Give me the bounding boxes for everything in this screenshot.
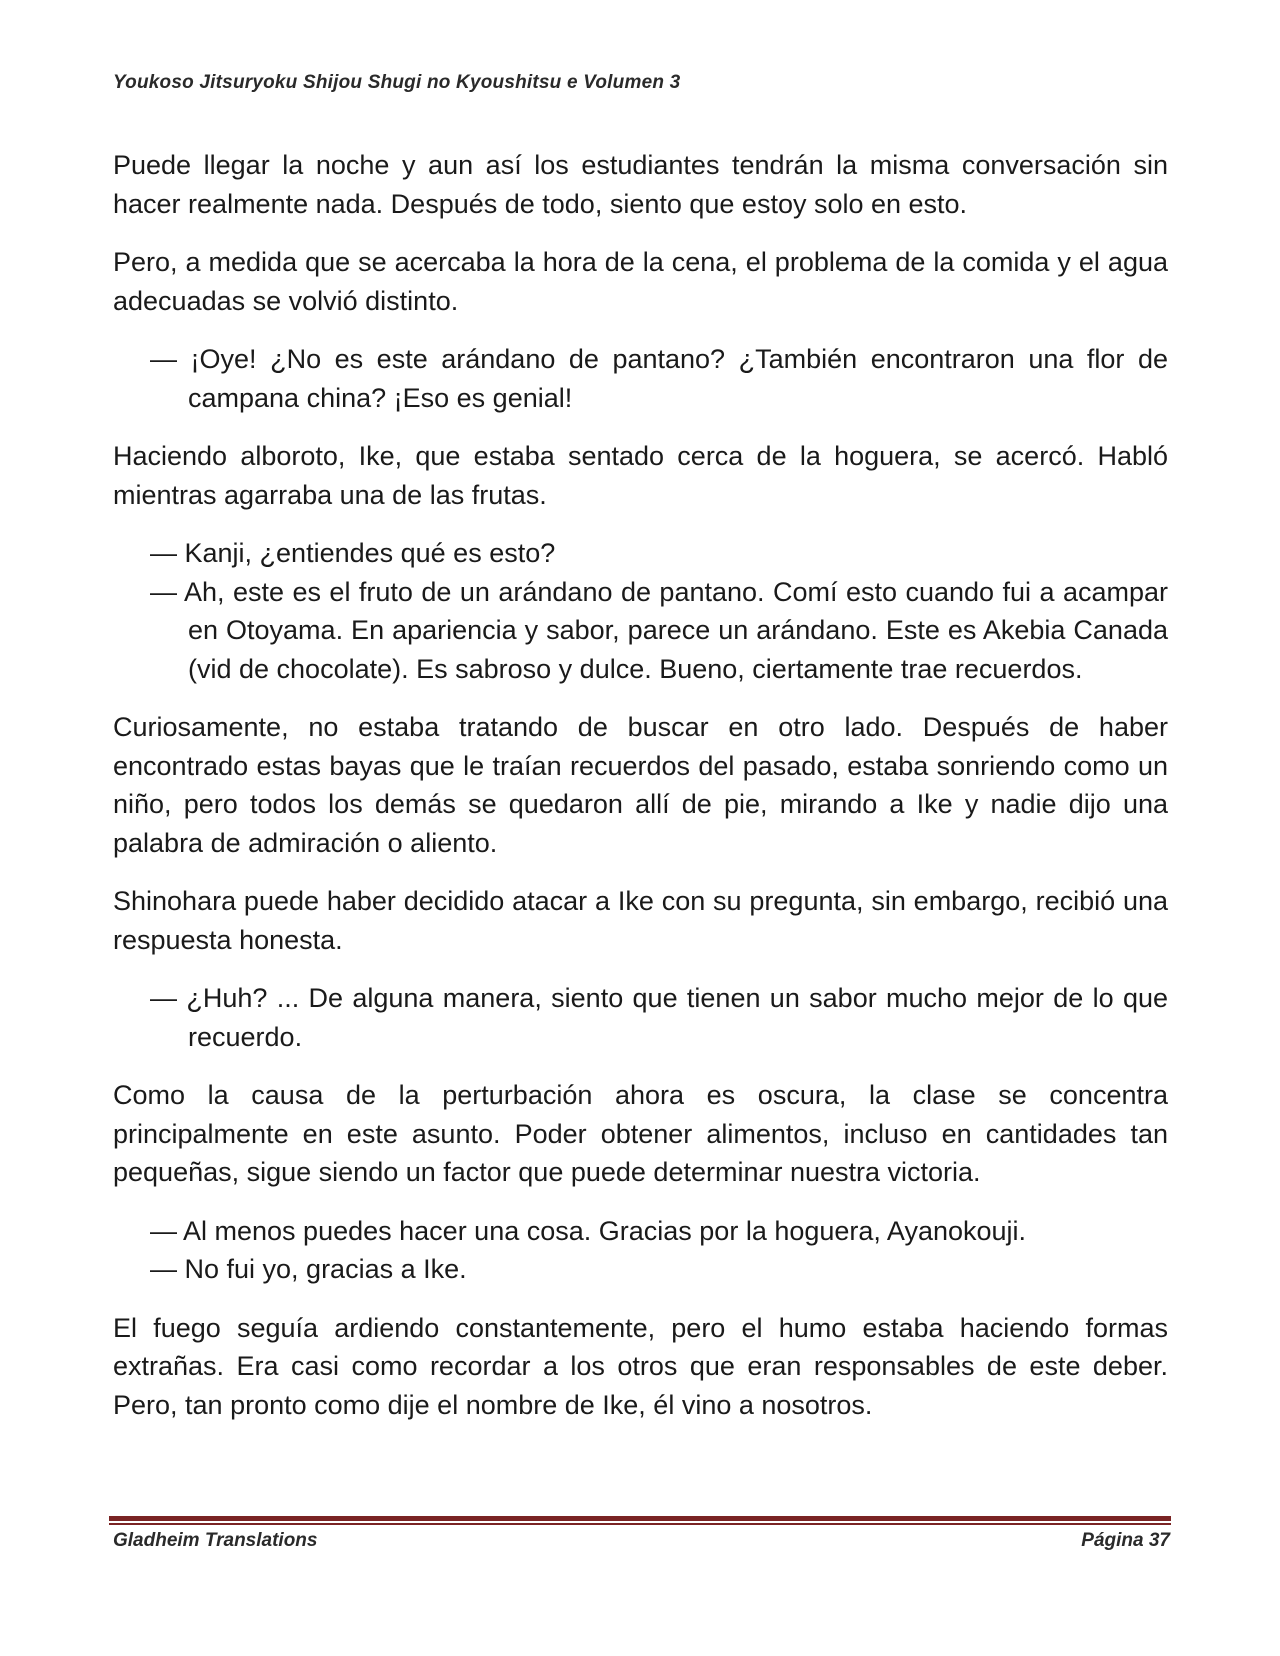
page-number: Página 37	[1081, 1530, 1170, 1551]
dialogue-line: — Al menos puedes hacer una cosa. Gracias por la hoguera, Ayanokouji.	[150, 1215, 1027, 1246]
page-header: Youkoso Jitsuryoku Shijou Shugi no Kyoushitsu e Volumen 3	[113, 72, 681, 93]
footer-divider-thick	[109, 1516, 1171, 1521]
footer-divider-thin	[109, 1523, 1171, 1525]
dialogue-line: — Ah, este es el fruto de un arándano de pantano. Comí esto cuando fui a acampar en Otoyama. En apariencia y sabor, parece un arándano. Este es Akebia Canada (vid de chocolate). Es sabroso y dulce. Bueno, ciertamente trae recuerdos.	[150, 576, 1168, 684]
dialogue-block	[113, 534, 1168, 688]
dialogue-line: — Kanji, ¿entiendes qué es esto?	[150, 538, 556, 568]
footer-divider	[109, 1516, 1171, 1526]
paragraph: Curiosamente, no estaba tratando de buscar en otro lado. Después de haber encontrado estas bayas que le traían recuerdos del pasado, estaba sonriendo como un niño, pero todos los demás se quedaron allí de pie, mirando a Ike y nadie dijo una palabra de admiración o aliento.	[113, 712, 1168, 858]
paragraph: Como la causa de la perturbación ahora es oscura, la clase se concentra principalmente en este asunto. Poder obtener alimentos, incluso en cantidades tan pequeñas, sigue siendo un factor que puede determinar nuestra victoria.	[113, 1080, 1168, 1187]
dialogue-line: — ¡Oye! ¿No es este arándano de pantano? ¿También encontraron una flor de campana china? ¡Eso es genial!	[150, 344, 1168, 413]
paragraph: Shinohara puede haber decidido atacar a Ike con su pregunta, sin embargo, recibió una respuesta honesta.	[113, 886, 1168, 955]
paragraph: Pero, a medida que se acercaba la hora de la cena, el problema de la comida y el agua adecuadas se volvió distinto.	[113, 247, 1168, 316]
footer-credit: Gladheim Translations	[113, 1530, 318, 1551]
paragraph: El fuego seguía ardiendo constantemente, pero el humo estaba haciendo formas extrañas. Era casi como recordar a los otros que eran responsables de este deber. Pero, tan pronto como dije el nombre de Ike, él vino a nosotros.	[113, 1312, 1168, 1420]
dialogue-line: — No fui yo, gracias a Ike.	[150, 1254, 467, 1284]
dialogue-block	[113, 1212, 1168, 1289]
paragraph: Puede llegar la noche y aun así los estudiantes tendrán la misma conversación sin hacer realmente nada. Después de todo, siento que estoy solo en esto.	[113, 150, 1168, 219]
paragraph: Haciendo alboroto, Ike, que estaba sentado cerca de la hoguera, se acercó. Habló mientras agarraba una de las frutas.	[113, 441, 1168, 510]
dialogue-block	[113, 979, 1168, 1056]
dialogue-line: — ¿Huh? ... De alguna manera, siento que tienen un sabor mucho mejor de lo que recuerdo.	[150, 983, 1168, 1052]
dialogue-block	[113, 340, 1168, 417]
page-body	[113, 146, 1168, 1444]
